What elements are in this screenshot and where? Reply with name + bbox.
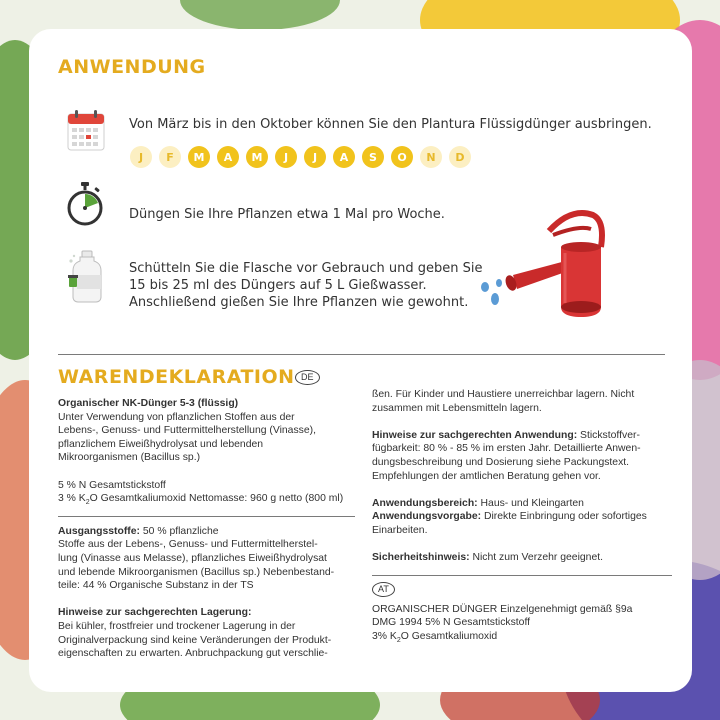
- raw-materials-line: Stoffe aus der Lebens-, Genuss- und Futtermittelherstel-: [58, 539, 318, 551]
- austria-line: ORGANISCHER DÜNGER Einzelgenehmigt gemäß §9a: [372, 603, 633, 615]
- raw-materials-line: und lebende Mikroorganismen (Bacillus sp.) Nebenbestand-: [58, 566, 335, 578]
- declaration-heading: WARENDEKLARATION: [58, 366, 295, 388]
- stopwatch-icon: [65, 181, 105, 227]
- application-spec: Anwendungsvorgabe: Direkte Einbringung oder sofortiges: [372, 511, 647, 523]
- section-divider: [58, 354, 665, 355]
- austria-line: DMG 1994 5% N Gesamtstickstoff: [372, 617, 531, 629]
- month-badge: F: [159, 146, 181, 168]
- declaration-right-column: [372, 388, 672, 648]
- column-divider: [372, 575, 672, 576]
- product-name: Organischer NK-Dünger 5-3 (flüssig): [58, 398, 239, 409]
- green-leaf-shape: [180, 0, 340, 30]
- month-badge: M: [188, 146, 210, 168]
- dosage-line: Anschließend gießen Sie Ihre Pflanzen wie gewohnt.: [129, 295, 469, 310]
- raw-materials: Ausgangsstoffe: 50 % pflanzliche: [58, 525, 219, 537]
- month-badge: J: [275, 146, 297, 168]
- storage-line: ßen. Für Kinder und Haustiere unerreichbar lagern. Nicht: [372, 389, 635, 400]
- product-desc-line: Mikroorganismen (Bacillus sp.): [58, 452, 201, 464]
- dosage-text: [129, 260, 483, 311]
- product-desc-line: Unter Verwendung von pflanzlichen Stoffen aus der: [58, 411, 295, 423]
- de-badge: DE: [295, 370, 320, 385]
- month-badge: J: [130, 146, 152, 168]
- watering-can-icon: [475, 207, 610, 317]
- month-badge: A: [217, 146, 239, 168]
- potassium-content: 3 % $K_2O$ Gesamtkaliumoxid Nettomasse: 960 g netto (800 ml): [58, 493, 344, 507]
- month-badge: M: [246, 146, 268, 168]
- at-badge: AT: [372, 582, 395, 597]
- month-badge: O: [391, 146, 413, 168]
- raw-materials-line: lung (Vinasse aus Melasse), pflanzliches Eiweißhydrolysat: [58, 553, 327, 565]
- usage-line: dungsbeschreibung und Dosierung siehe Packungstext.: [372, 456, 630, 468]
- application-area: Anwendungsbereich: Haus- und Kleingarten: [372, 497, 584, 509]
- storage-heading: Hinweise zur sachgerechten Lagerung:: [58, 607, 252, 619]
- austria-potassium: 3% $K_2O$ Gesamtkaliumoxid: [372, 630, 498, 644]
- dosage-line: 15 bis 25 ml des Düngers auf 5 L Gießwasser.: [129, 278, 427, 293]
- storage-line: eigenschaften zu erwarten. Anbruchpackung gut verschlie-: [58, 648, 328, 660]
- raw-materials-line: teile: 44 % Organische Substanz in der TS: [58, 580, 254, 592]
- product-desc-line: Lebens-, Genuss- und Futtermittelherstellung (Vinasse),: [58, 425, 316, 437]
- info-card: [29, 29, 692, 692]
- application-spec-line: Einarbeiten.: [372, 524, 428, 536]
- storage-line: zusammen mit Lebensmitteln lagern.: [372, 402, 542, 414]
- nitrogen-content: 5 % N Gesamtstickstoff: [58, 479, 166, 491]
- month-badge: J: [304, 146, 326, 168]
- season-text: Von März bis in den Oktober können Sie den Plantura Flüssigdünger ausbringen.: [129, 117, 652, 132]
- calendar-icon: [66, 108, 106, 152]
- month-badge: S: [362, 146, 384, 168]
- month-badge: D: [449, 146, 471, 168]
- month-calendar: [130, 146, 471, 168]
- application-heading: ANWENDUNG: [58, 56, 206, 78]
- product-desc-line: pflanzlichem Eiweißhydrolysat und lebenden: [58, 438, 264, 450]
- column-divider: [58, 516, 355, 517]
- month-badge: A: [333, 146, 355, 168]
- usage-notes: Hinweise zur sachgerechten Anwendung: Stickstoffver-: [372, 429, 640, 441]
- dosage-line: Schütteln Sie die Flasche vor Gebrauch und geben Sie: [129, 261, 483, 276]
- frequency-text: Düngen Sie Ihre Pflanzen etwa 1 Mal pro Woche.: [129, 207, 445, 222]
- storage-line: Bei kühler, frostfreier und trockener Lagerung in der: [58, 620, 296, 632]
- declaration-left-column: [58, 397, 355, 661]
- storage-line: Originalverpackung sind keine Veränderungen der Produkt-: [58, 634, 332, 646]
- usage-line: Empfehlungen der amtlichen Beratung gehen vor.: [372, 470, 601, 482]
- usage-line: fügbarkeit: 80 % - 85 % im ersten Jahr. Detaillierte Anwen-: [372, 443, 641, 455]
- month-badge: N: [420, 146, 442, 168]
- safety-note: Sicherheitshinweis: Nicht zum Verzehr geeignet.: [372, 552, 604, 564]
- bottle-icon: [65, 247, 113, 303]
